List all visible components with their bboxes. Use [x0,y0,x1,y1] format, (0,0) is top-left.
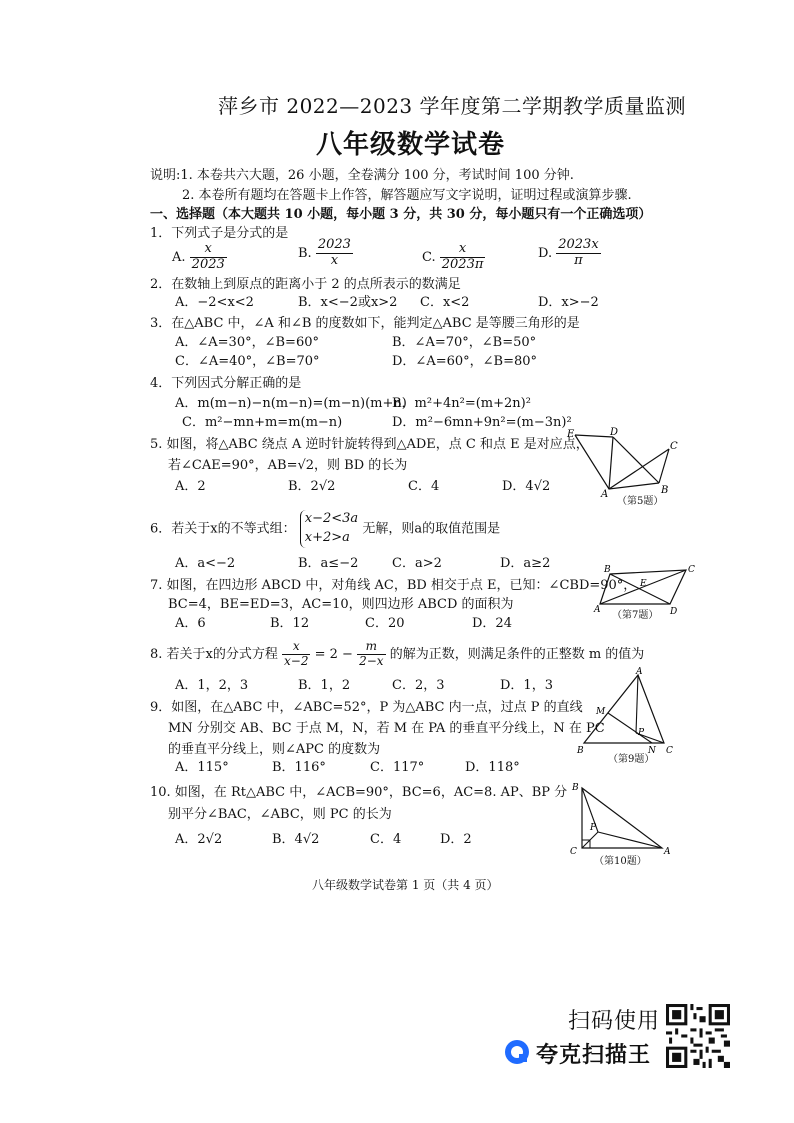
quark-logo-icon [505,1040,529,1064]
q1-d-label: D. [538,245,553,261]
instruction-line-2: 2. 本卷所有题均在答题卡上作答，解答题应写文字说明，证明过程或演算步骤. [182,188,632,203]
exam-title: 八年级数学试卷 [316,130,506,160]
exam-subtitle: 萍乡市 2022—2023 学年度第二学期教学质量监测 [218,94,687,118]
qr-code-icon[interactable] [666,1004,730,1068]
q6-option-c: C．a>2 [392,556,442,571]
q1-stem: 1．下列式子是分式的是 [150,226,289,241]
q5-option-a: A．2 [175,479,206,494]
q5-fig-edges-1 [575,435,659,489]
q10-fig-triangle [582,788,662,848]
q9-fig-label-p: P [638,728,645,738]
q8-option-a: A．1，2，3 [175,678,249,693]
q2-option-d: D．x>−2 [538,295,599,310]
q9-option-d: D．118° [465,760,520,775]
q5-fig-ac [609,449,669,489]
q8-f2-den: 2−x [359,653,384,668]
q9-stem-3: 的垂直平分线上，则∠APC 的度数为 [168,742,381,757]
q8-f1-num: x [282,640,310,655]
q1-a-num: x [190,242,227,258]
q2-option-b: B．x<−2或x>2 [298,295,398,310]
q7-fig-label-c: C [688,565,695,575]
q1-b-fraction [316,238,353,269]
q7-fig-label-a: A [594,605,601,615]
q3-option-b: B．∠A=70°，∠B=50° [392,335,537,350]
q9-option-b: B．116° [272,760,326,775]
q3-option-c: C．∠A=40°，∠B=70° [175,354,320,369]
q9-fig-label-a: A [636,667,643,677]
q8-option-b: B．1，2 [298,678,351,693]
q4-option-d: D．m²−6mn+9n²=(m−3n)² [392,415,572,430]
q7-option-b: B．12 [270,616,310,631]
q6-stem-pre: 6．若关于x的不等式组： [150,521,296,537]
q9-option-a: A．115° [175,760,229,775]
q1-c-label: C. [422,249,436,265]
q10-option-d: D．2 [440,832,472,847]
q1-b-label: B. [298,245,312,261]
q7-option-a: A．6 [175,616,206,631]
q1-c-num: x [440,242,486,258]
q3-option-d: D．∠A=60°，∠B=80° [392,354,538,369]
q2-stem: 2．在数轴上到原点的距离小于 2 的点所表示的数满足 [150,277,461,292]
q7-fig-label-d: D [670,607,678,617]
q6-stem [150,510,500,548]
section-heading: 一、选择题（本大题共 10 小题，每小题 3 分，共 30 分，每小题只有一个正确选项） [150,207,652,222]
q6-inequality-system [300,510,358,548]
q9-figure-caption: （第9题） [608,754,655,765]
q7-option-c: C．20 [365,616,405,631]
q10-fig-label-c: C [570,847,577,857]
q10-stem-1: 10. 如图，在 Rt△ABC 中，∠ACB=90°，BC=6，AC=8. AP、BP 分 [150,785,568,800]
q10-fig-label-b: B [572,783,579,793]
q8-option-d: D．1，3 [500,678,553,693]
scan-cta: 扫码使用 [568,1009,661,1034]
q4-option-b: B．m²+4n²=(m+2n)² [392,396,531,411]
q10-fig-label-a: A [664,847,671,857]
scan-brand: 夸克扫描王 [536,1043,652,1068]
q10-figure [568,780,676,860]
q9-fig-ap [636,675,638,733]
q9-stem-1: 9．如图，在△ABC 中，∠ABC=52°，P 为△ABC 内一点，过点 P 的直线 [150,700,583,715]
q9-figure [574,665,682,757]
q5-option-c: C．4 [408,479,440,494]
q1-option-d [538,238,601,269]
q5-option-d: D．4√2 [502,479,551,494]
q8-fraction-1 [282,640,310,669]
q4-option-c: C．m²−mn+m=m(m−n) [182,415,343,430]
q6-option-a: A．a<−2 [175,556,236,571]
q6-inequality-2: x+2>a [304,529,350,545]
q5-fig-label-d: D [610,427,619,438]
q1-c-den: 2023π [441,256,484,272]
instruction-line-1: 说明:1. 本卷共六大题，26 小题，全卷满分 100 分，考试时间 100 分钟. [150,168,574,183]
q5-option-b: B．2√2 [288,479,336,494]
quark-logo-tail-icon [519,1054,527,1062]
q5-figure-caption: （第5题） [617,496,664,507]
q10-fig-label-p: P [590,823,597,833]
q5-stem-1: 5. 如图，将△ABC 绕点 A 逆时针旋转得到△ADE，点 C 和点 E 是对应点， [150,437,589,452]
q9-fig-mn [608,713,652,743]
q5-fig-label-e: E [567,429,575,440]
q1-option-c [422,242,485,273]
q7-stem-1: 7. 如图，在四边形 ABCD 中，对角线 AC，BD 相交于点 E，已知：∠CBD=90°， [150,578,637,593]
q8-f1-den: x−2 [284,653,309,668]
q7-stem-2: BC=4，BE=ED=3，AC=10，则四边形 ABCD 的面积为 [168,597,514,612]
q5-stem-2: 若∠CAE=90°，AB=√2，则 BD 的长为 [168,458,408,473]
q6-option-d: D．a≥2 [500,556,551,571]
q7-fig-label-e: E [640,579,647,589]
q8-stem-pre: 8. 若关于x的分式方程 [150,646,278,662]
q10-option-c: C．4 [370,832,402,847]
q4-stem: 4．下列因式分解正确的是 [150,376,302,391]
q2-option-a: A．−2<x<2 [175,295,254,310]
q9-fig-label-c: C [666,746,673,756]
q1-d-den: π [574,252,583,268]
q9-fig-label-b: B [577,746,584,756]
q10-stem-2: 别平分∠BAC，∠ABC，则 PC 的长为 [168,807,392,822]
q9-stem-2: MN 分别交 AB、BC 于点 M，N，若 M 在 PA 的垂直平分线上，N 在 PC [168,721,605,736]
q3-option-a: A．∠A=30°，∠B=60° [175,335,319,350]
q8-mid: = 2 − [314,646,353,662]
q8-f2-num: m [357,640,385,655]
q5-fig-label-c: C [670,441,678,452]
q8-option-c: C．2，3 [392,678,445,693]
q9-option-c: C．117° [370,760,425,775]
q1-d-fraction [556,238,600,269]
q8-fraction-2 [357,640,385,669]
q5-fig-label-b: B [661,485,669,496]
q2-option-c: C．x<2 [420,295,470,310]
q6-stem-post: 无解，则a的取值范围是 [362,521,501,537]
q3-stem: 3．在△ABC 中，∠A 和∠B 的度数如下，能判定△ABC 是等腰三角形的是 [150,316,580,331]
page-footer: 八年级数学试卷第 1 页（共 4 页） [312,878,499,892]
q1-option-b [298,238,353,269]
q6-option-b: B．a≤−2 [298,556,359,571]
q5-fig-label-a: A [601,489,609,500]
q10-figure-caption: （第10题） [594,856,647,867]
q7-figure-caption: （第7题） [612,610,659,621]
q1-a-fraction [190,242,227,273]
q1-option-a [172,242,227,273]
q1-a-label: A. [172,249,186,265]
q10-fig-ap [598,832,662,848]
q8-stem [150,640,644,669]
q5-fig-ad [609,437,613,489]
q9-fig-label-n: N [648,746,656,756]
q10-option-a: A．2√2 [175,832,223,847]
q6-inequality-1: x−2<3a [304,511,359,526]
q7-option-d: D．24 [472,616,512,631]
q4-option-a: A．m(m−n)−n(m−n)=(m−n)(m+n) [175,396,407,411]
q1-c-fraction [440,242,486,273]
q7-fig-label-b: B [604,565,611,575]
q1-a-den: 2023 [191,256,225,272]
q1-b-num: 2023 [317,237,351,252]
q1-d-num: 2023x [558,237,599,252]
q5-fig-ed [575,435,613,437]
q10-option-b: B．4√2 [272,832,320,847]
q9-fig-label-m: M [596,707,606,717]
q1-b-den: x [330,252,339,268]
q8-stem-post: 的解为正数，则满足条件的正整数 m 的值为 [389,646,645,662]
